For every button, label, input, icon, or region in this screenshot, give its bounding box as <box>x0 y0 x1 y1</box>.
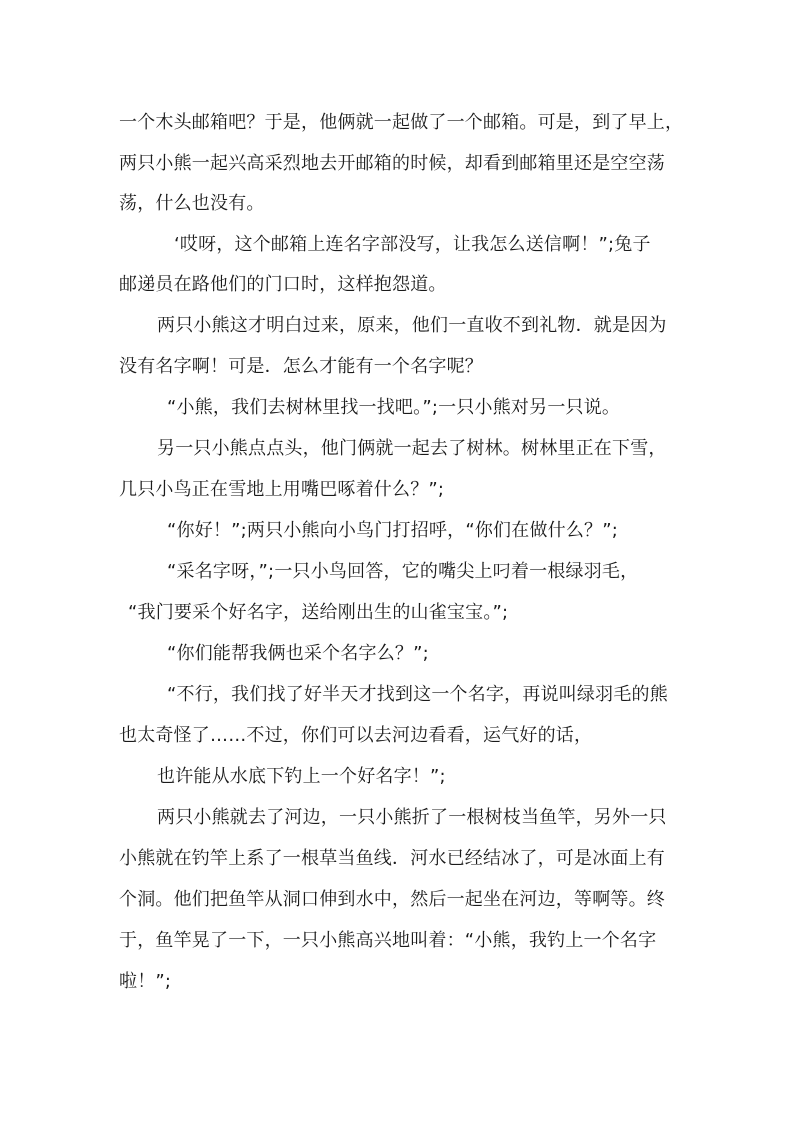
text-line-14: “你们能帮我俩也采个名字么？”; <box>167 643 429 664</box>
text-line-20: 个洞。他们把鱼竿从洞口伸到水中，然后一起坐在河边，等啊等。终 <box>119 889 665 910</box>
text-line-7: 没有名字啊！可是．怎么才能有一个名字呢？ <box>119 356 483 377</box>
text-line-3: 荡，什么也没有。 <box>119 193 265 214</box>
text-line-1: 一个木头邮箱吧？于是，他俩就一起做了一个邮箱。可是，到了早上， <box>119 112 684 133</box>
text-line-16: 也太奇怪了……不过，你们可以去河边看看，运气好的话， <box>119 725 593 746</box>
text-line-2: 两只小熊一起兴高采烈地去开邮箱的时候，却看到邮箱里还是空空荡 <box>119 153 665 174</box>
text-line-15: “不行，我们找了好半天才找到这一个名字，再说叫绿羽毛的熊 <box>167 684 668 705</box>
text-line-6: 两只小熊这才明白过来，原来，他们一直收不到礼物．就是因为 <box>157 315 667 336</box>
text-line-18: 两只小熊就去了河边，一只小熊折了一根树枝当鱼竿，另外一只 <box>157 807 667 828</box>
text-line-8: “小熊，我们去树林里找一找吧。”;一只小熊对另一只说。 <box>167 397 621 418</box>
text-line-10: 几只小鸟正在雪地上用嘴巴啄着什么？”; <box>119 479 445 500</box>
text-line-11: “你好！”;两只小熊向小鸟门打招呼，“你们在做什么？”; <box>167 520 619 541</box>
text-line-17: 也许能从水底下钓上一个好名字！”; <box>157 766 446 787</box>
text-line-4: ‘哎呀，这个邮箱上连名字部没写，让我怎么送信啊！”;兔子 <box>174 234 651 255</box>
text-line-19: 小熊就在钓竿上系了一根草当鱼线．河水已经结冰了，可是冰面上有 <box>119 848 665 869</box>
text-line-13: “我门要采个好名字，送给刚出生的山雀宝宝。”; <box>128 602 509 623</box>
text-line-21: 于，鱼竿晃了一下，一只小熊高兴地叫着：“小熊，我钓上一个名字 <box>119 930 657 951</box>
text-line-5: 邮递员在路他们的门口时，这样抱怨道。 <box>119 274 447 295</box>
text-line-12: “采名字呀，”;一只小鸟回答，它的嘴尖上叼着一根绿羽毛， <box>167 561 639 582</box>
text-line-22: 啦！”; <box>119 971 172 992</box>
text-line-9: 另一只小熊点点头，他门俩就一起去了树林。树林里正在下雪， <box>157 438 667 459</box>
